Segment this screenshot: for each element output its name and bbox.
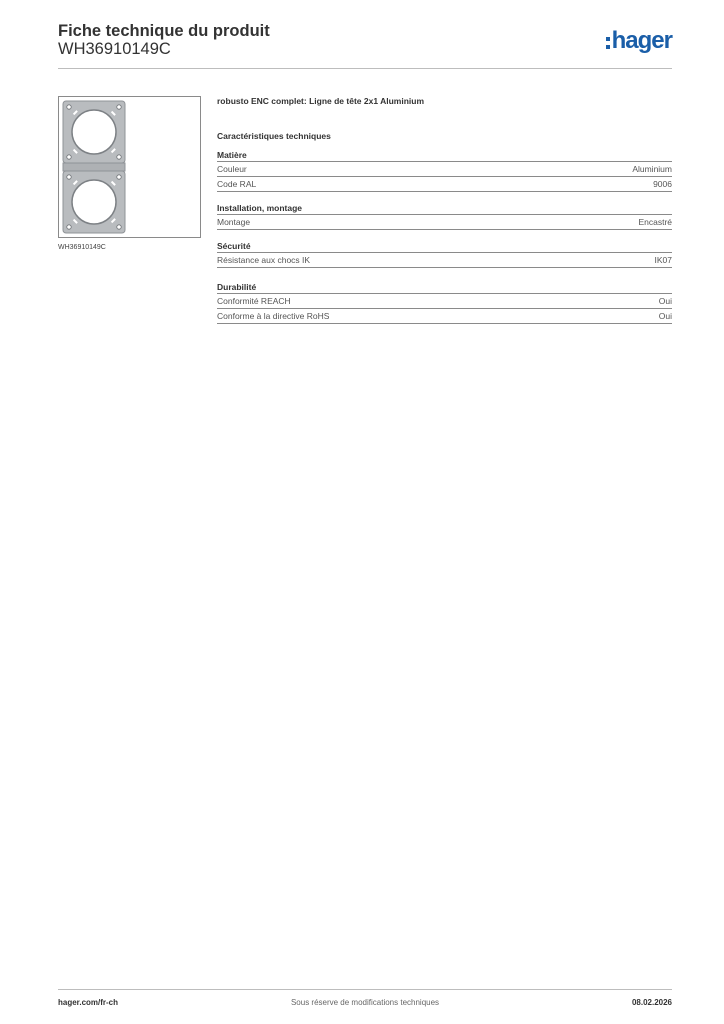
spec-row [217,162,672,177]
page-footer [58,998,672,1010]
spec-value: Aluminium [632,164,672,174]
hager-logo [606,28,672,54]
specs-heading: Caractéristiques techniques [217,131,331,141]
product-name: robusto ENC complet: Ligne de tête 2x1 Aluminium [217,96,425,106]
page-header [58,22,672,68]
header-divider [58,68,672,69]
product-image [58,96,201,238]
spec-value: Oui [658,296,672,306]
document-title: Fiche technique du produit [58,22,270,40]
footer-date: 08.02.2026 [631,998,672,1007]
spec-value: 9006 [653,179,672,189]
spec-label: Montage [217,217,251,227]
spec-group-matiere [217,149,672,192]
spec-value: Oui [658,311,672,321]
spec-label: Code RAL [217,179,257,189]
footer-notice: Sous réserve de modifications techniques [290,998,440,1007]
footer-divider [58,989,672,990]
spec-group-title: Sécurité [217,240,672,253]
spec-row [217,177,672,192]
spec-row [217,309,672,324]
spec-label: Conformité REACH [217,296,291,306]
spec-label: Conforme à la directive RoHS [217,311,330,321]
logo-text: hager [611,27,672,54]
spec-row [217,215,672,230]
spec-value: Encastré [638,217,672,227]
spec-group-title: Installation, montage [217,202,672,215]
specifications [217,95,672,324]
spec-label: Couleur [217,164,247,174]
logo-colon-icon [606,37,610,49]
spec-group-durabilite [217,281,672,324]
image-caption: WH36910149C [58,244,106,251]
spec-row [217,253,672,268]
spec-group-securite [217,240,672,268]
footer-website-link[interactable]: hager.com/fr-ch [58,998,119,1007]
product-photo-double-frame-icon [59,97,200,237]
spec-group-title: Matière [217,149,672,162]
spec-label: Résistance aux chocs IK [217,255,311,265]
spec-row [217,294,672,309]
spec-value: IK07 [654,255,672,265]
spec-group-installation [217,202,672,230]
spec-group-title: Durabilité [217,281,672,294]
product-code: WH36910149C [58,40,171,58]
